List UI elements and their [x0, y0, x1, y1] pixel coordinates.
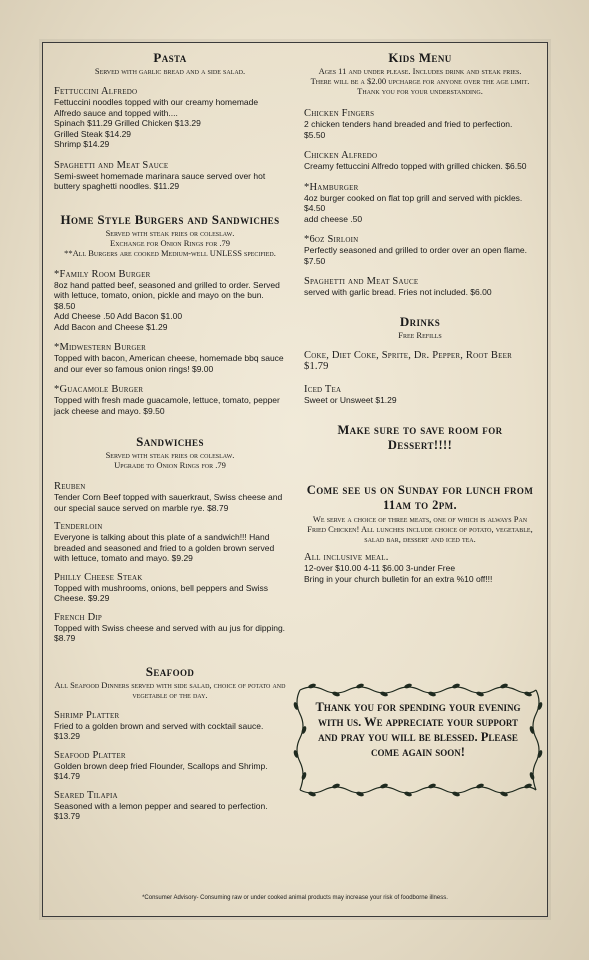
item-name: Spaghetti and Meat Sauce	[304, 276, 419, 287]
kids-subtitle: Ages 11 and under please. Includes drink and steak fries. There will be a $2.00 upcharge for anyone over the age limit. Thank you for your understanding.	[310, 66, 530, 96]
item-name: Coke, Diet Coke, Sprite, Dr. Pepper, Root Beer $1.79	[304, 349, 512, 372]
item-desc: Topped with Swiss cheese and served with au jus for dipping. $8.79	[54, 622, 286, 643]
item-name: Philly Cheese Steak	[54, 571, 143, 583]
sandwiches-title: Sandwiches	[136, 434, 204, 449]
sunday-section	[304, 483, 536, 584]
item-desc: Perfectly seasoned and grilled to order over an open flame. $7.50	[304, 245, 528, 266]
item-desc: 8oz hand patted beef, seasoned and grilled to order. Served with lettuce, tomato, onion, pickle and mayo on the bun. $8.50 Add Cheese .50 Add Bacon $1.00 Add Bacon and Cheese $1.29	[54, 279, 280, 332]
item-desc: Fettuccini noodles topped with our creamy homemade Alfredo sauce and topped with.... Spinach $11.29 Grilled Chicken $13.29 Grilled Steak $14.29 Shrimp $14.29	[54, 97, 259, 149]
item-desc: Tender Corn Beef topped with sauerkraut, Swiss cheese and our special sauce served on marble rye. $8.79	[54, 492, 283, 513]
burgers-section	[54, 212, 286, 417]
item-name: *6oz Sirloin	[304, 234, 359, 245]
menu-item	[54, 710, 286, 742]
menu-item	[304, 552, 536, 584]
item-desc: Everyone is talking about this plate of a sandwich!!! Hand breaded and seasoned and fried to a golden brown served with lettuce, tomato and mayo. $9.29	[54, 532, 275, 563]
item-name: *Family Room Burger	[54, 268, 151, 280]
item-desc: Topped with mushrooms, onions, bell peppers and Swiss Cheese. $9.29	[54, 582, 269, 603]
left-column	[54, 50, 286, 822]
item-name: *Guacamole Burger	[54, 384, 144, 395]
menu-item	[54, 750, 286, 782]
thank-you-message: Thank you for spending your evening with us. We appreciate your support and pray you will be blessed. Please come again soon!	[315, 700, 521, 759]
sandwiches-section	[54, 434, 286, 644]
menu-item	[54, 790, 286, 822]
menu-item	[304, 350, 536, 372]
item-desc: served with garlic bread. Fries not included. $6.00	[304, 287, 492, 297]
menu-item	[54, 384, 286, 416]
consumer-advisory: *Consumer Advisory- Consuming raw or under cooked animal products may increase your risk of foodborne illness.	[142, 895, 448, 901]
item-desc: Golden brown deep fried Flounder, Scallops and Shrimp. $14.79	[54, 760, 268, 781]
pasta-section	[54, 50, 286, 192]
item-desc: Creamy fettuccini Alfredo topped with grilled chicken. $6.50	[304, 161, 527, 171]
menu-item	[304, 234, 536, 266]
burgers-title: Home Style Burgers and Sandwiches	[60, 211, 280, 227]
drinks-subtitle: Free Refills	[398, 329, 442, 340]
seafood-title: Seafood	[145, 663, 195, 679]
kids-section	[304, 50, 536, 298]
item-name: *Midwestern Burger	[54, 342, 146, 353]
item-name: Spaghetti and Meat Sauce	[54, 159, 169, 171]
thank-you-box	[292, 680, 544, 800]
sunday-title: Come see us on Sunday for lunch from 11am to 2pm.	[306, 483, 534, 512]
seafood-section	[54, 664, 286, 822]
dessert-note: Make sure to save room for Dessert!!!!	[337, 423, 503, 452]
item-name: Chicken Alfredo	[304, 150, 378, 161]
item-desc: Seasoned with a lemon pepper and seared to perfection. $13.79	[54, 800, 268, 821]
menu-item	[54, 572, 286, 604]
sunday-subtitle: We serve a choice of three meats, one of which is always Pan Fried Chicken! All lunches include choice of potato, vegetable, salad bar, dessert and iced tea.	[307, 514, 533, 544]
menu-item	[304, 108, 536, 140]
pasta-subtitle: Served with garlic bread and a side salad.	[94, 66, 246, 76]
menu-item	[304, 384, 536, 406]
menu-item	[54, 521, 286, 564]
drinks-section	[304, 314, 536, 406]
item-desc: Sweet or Unsweet $1.29	[304, 394, 397, 405]
burgers-subtitle: Served with steak fries or coleslaw. Exchange for Onion Rings for .79 **All Burgers are cooked Medium-well UNLESS specified.	[64, 227, 276, 258]
menu-item	[54, 269, 286, 333]
item-desc: 4oz burger cooked on flat top grill and served with pickles. $4.50 add cheese .50	[304, 192, 523, 224]
drinks-title: Drinks	[399, 313, 441, 329]
item-desc: Semi-sweet homemade marinara sauce served over hot buttery spaghetti noodles. $11.29	[54, 170, 266, 191]
item-desc: Topped with fresh made guacamole, lettuce, tomato, pepper jack cheese and mayo. $9.50	[54, 395, 280, 416]
item-desc: Topped with bacon, American cheese, homemade bbq sauce and our ever so famous onion rings! $9.00	[54, 353, 284, 374]
item-desc: 12-over $10.00 4-11 $6.00 3-under Free Bring in your church bulletin for an extra %10 off!!!	[304, 563, 493, 584]
right-column	[304, 50, 536, 584]
menu-item	[304, 182, 536, 225]
item-desc: Fried to a golden brown and served with cocktail sauce. $13.29	[54, 720, 264, 741]
item-name: Iced Tea	[304, 383, 342, 395]
item-name: All inclusive meal.	[304, 552, 389, 563]
menu-item	[54, 481, 286, 513]
menu-item	[304, 276, 536, 298]
item-name: Fettuccini Alfredo	[54, 86, 138, 97]
pasta-title: Pasta	[153, 50, 187, 65]
item-name: Seafood Platter	[54, 749, 126, 761]
item-name: French Dip	[54, 611, 102, 623]
item-name: *Hamburger	[304, 181, 359, 193]
menu-item	[54, 612, 286, 644]
kids-title: Kids Menu	[388, 50, 452, 65]
item-name: Shrimp Platter	[54, 709, 120, 721]
sandwiches-subtitle: Served with steak fries or coleslaw. Upgrade to Onion Rings for .79	[105, 450, 235, 470]
item-name: Chicken Fingers	[304, 108, 375, 119]
item-desc: 2 chicken tenders hand breaded and fried to perfection. $5.50	[304, 119, 513, 140]
menu-item	[54, 342, 286, 374]
item-name: Tenderloin	[54, 521, 103, 532]
item-name: Reuben	[54, 481, 86, 492]
menu-item	[54, 160, 286, 192]
seafood-subtitle: All Seafood Dinners served with side salad, choice of potato and vegetable of the day.	[54, 679, 286, 700]
item-name: Seared Tilapia	[54, 789, 118, 801]
menu-item	[304, 150, 536, 172]
menu-item	[54, 86, 286, 150]
